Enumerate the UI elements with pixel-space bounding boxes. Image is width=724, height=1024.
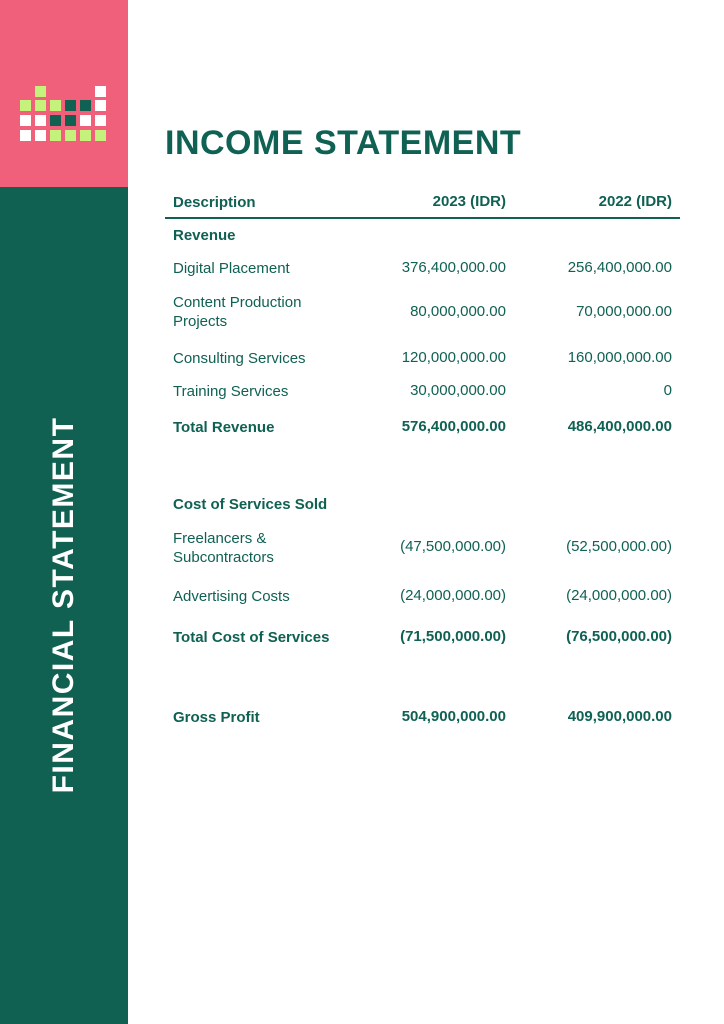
section-label: Revenue	[173, 227, 236, 244]
value-2022: 0	[663, 382, 672, 399]
header-accent-block	[0, 0, 128, 187]
row-label: Total Revenue	[173, 419, 275, 436]
row-label: Total Cost of Services	[173, 629, 330, 646]
value-2022: 256,400,000.00	[567, 259, 672, 276]
column-header-2023: 2023 (IDR)	[432, 193, 506, 210]
row-label: Consulting Services	[173, 350, 306, 367]
column-header-description: Description	[173, 194, 256, 211]
row-label: Freelancers & Subcontractors	[173, 530, 274, 566]
value-2023: 30,000,000.00	[410, 382, 506, 399]
sidebar-title: FINANCIAL STATEMENT	[47, 416, 80, 794]
value-2023: 120,000,000.00	[401, 349, 506, 366]
value-2022: (52,500,000.00)	[566, 538, 672, 555]
value-2023: (24,000,000.00)	[400, 587, 506, 604]
value-2023: (47,500,000.00)	[400, 538, 506, 555]
value-2022: 486,400,000.00	[567, 418, 672, 435]
row-label: Training Services	[173, 383, 289, 400]
header-divider	[165, 217, 680, 219]
page-title: INCOME STATEMENT	[165, 124, 522, 162]
section-label: Cost of Services Sold	[173, 496, 328, 513]
value-2022: (76,500,000.00)	[566, 628, 672, 645]
value-2023: 80,000,000.00	[410, 303, 506, 320]
value-2023: 376,400,000.00	[401, 259, 506, 276]
row-label: Advertising Costs	[173, 588, 290, 605]
value-2022: (24,000,000.00)	[566, 587, 672, 604]
value-2023: (71,500,000.00)	[400, 628, 506, 645]
value-2023: 504,900,000.00	[401, 708, 506, 725]
value-2022: 160,000,000.00	[567, 349, 672, 366]
row-label: Content Production Projects	[173, 294, 302, 330]
value-2022: 70,000,000.00	[576, 303, 672, 320]
logo-icon	[20, 85, 110, 145]
row-label: Digital Placement	[173, 260, 290, 277]
column-header-2022: 2022 (IDR)	[598, 193, 672, 210]
value-2023: 576,400,000.00	[401, 418, 506, 435]
value-2022: 409,900,000.00	[567, 708, 672, 725]
row-label: Gross Profit	[173, 709, 260, 726]
